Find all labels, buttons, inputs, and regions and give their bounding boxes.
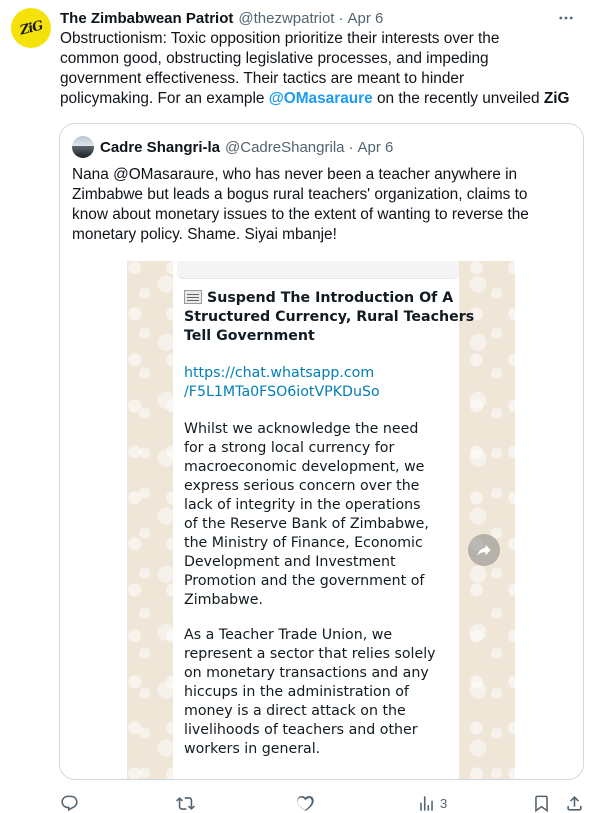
message-line: As a Teacher Trade Union, we (184, 627, 393, 643)
whatsapp-link: /F5L1MTa0FSO6iotVPKDuSo (184, 384, 380, 400)
message-line: lack of integrity in the operations (184, 497, 421, 513)
message-line: Whilst we acknowledge the need (184, 421, 419, 437)
spacer (184, 346, 454, 364)
previous-message-edge (177, 261, 459, 279)
bookmark-button[interactable] (532, 792, 551, 813)
message-title-line (184, 289, 454, 308)
quoted-author-handle: @CadreShangrila (225, 138, 345, 156)
reply-button[interactable] (60, 792, 79, 813)
views-icon (417, 794, 436, 813)
post-text-line (60, 89, 584, 109)
separator-dot: · (338, 9, 344, 27)
post-text-line: common good, obstructing legislative processes, and impeding (60, 50, 489, 67)
quoted-post-header (72, 137, 393, 157)
mention-link[interactable]: @OMasaraure (268, 90, 373, 107)
quoted-text-line: monetary policy. Shame. Siyai mbanje! (72, 226, 337, 243)
quoted-post[interactable] (59, 123, 584, 780)
retweet-icon (176, 794, 195, 813)
newspaper-icon (184, 290, 202, 304)
quoted-media-image[interactable] (127, 261, 515, 780)
spacer (184, 402, 454, 420)
message-title-line: Structured Currency, Rural Teachers (184, 309, 475, 325)
quoted-post-text (72, 165, 572, 245)
message-line: Zimbabwe. (184, 592, 264, 608)
post-text-fragment: policymaking. For an example (60, 90, 269, 107)
bookmark-icon (532, 794, 551, 813)
reply-icon (60, 794, 79, 813)
message-line: money is a direct attack on the (184, 703, 406, 719)
retweet-button[interactable] (176, 792, 195, 813)
forward-arrow-icon (468, 534, 500, 566)
message-title-line: Tell Government (184, 328, 315, 344)
zig-logo-avatar: ZiG (18, 17, 44, 39)
message-line: hiccups in the administration of (184, 684, 409, 700)
message-line: the Ministry of Finance, Economic (184, 535, 423, 551)
message-line: on monetary transactions and any (184, 665, 429, 681)
heart-icon (296, 794, 315, 813)
message-line: express serious concern over the (184, 478, 420, 494)
quoted-post-date: Apr 6 (357, 138, 394, 156)
share-button[interactable] (565, 792, 584, 813)
views-count: 3 (440, 795, 448, 811)
post-text (60, 29, 584, 109)
message-title-text: Suspend The Introduction Of A (207, 290, 454, 306)
views-button[interactable] (417, 792, 447, 813)
author-name[interactable]: The Zimbabwean Patriot (60, 9, 234, 27)
action-bar (60, 792, 586, 813)
spacer (184, 610, 454, 626)
whatsapp-link: https://chat.whatsapp.com (184, 365, 375, 381)
post-text-line: Obstructionism: Toxic opposition prioritize their interests over the (60, 30, 500, 47)
whatsapp-message-card (173, 261, 475, 780)
message-line: Development and Investment (184, 554, 396, 570)
post-text-fragment: on the recently unveiled (372, 90, 544, 107)
quoted-text-line: Nana @OMasaraure, who has never been a teacher anywhere in (72, 166, 518, 183)
quoted-author-name: Cadre Shangri-la (100, 138, 221, 156)
zig-text: ZiG (543, 90, 570, 107)
message-line: workers in general. (184, 741, 321, 757)
quoted-text-line: know about monetary issues to the extent of wanting to reverse the (72, 206, 529, 223)
post-text-line: government effectiveness. Their tactics are meant to hinder (60, 70, 465, 87)
message-line: Promotion and the government of (184, 573, 425, 589)
author-handle[interactable]: @thezwpatriot (238, 9, 335, 27)
like-button[interactable] (296, 792, 315, 813)
message-line: represent a sector that relies solely (184, 646, 436, 662)
message-line: for a strong local currency for (184, 440, 395, 456)
post-date[interactable]: Apr 6 (347, 9, 384, 27)
quoted-text-line: Zimbabwe but leads a bogus rural teachers' organization, claims to (72, 186, 528, 203)
quoted-author-avatar (72, 136, 94, 158)
share-icon (565, 794, 584, 813)
message-line: of the Reserve Bank of Zimbabwe, (184, 516, 429, 532)
message-line: macroeconomic development, we (184, 459, 425, 475)
author-avatar[interactable] (11, 8, 51, 48)
message-body (184, 289, 475, 759)
message-line: livelihoods of teachers and other (184, 722, 418, 738)
separator-dot: · (348, 138, 354, 156)
more-icon[interactable] (555, 8, 577, 28)
post-header (60, 8, 577, 28)
